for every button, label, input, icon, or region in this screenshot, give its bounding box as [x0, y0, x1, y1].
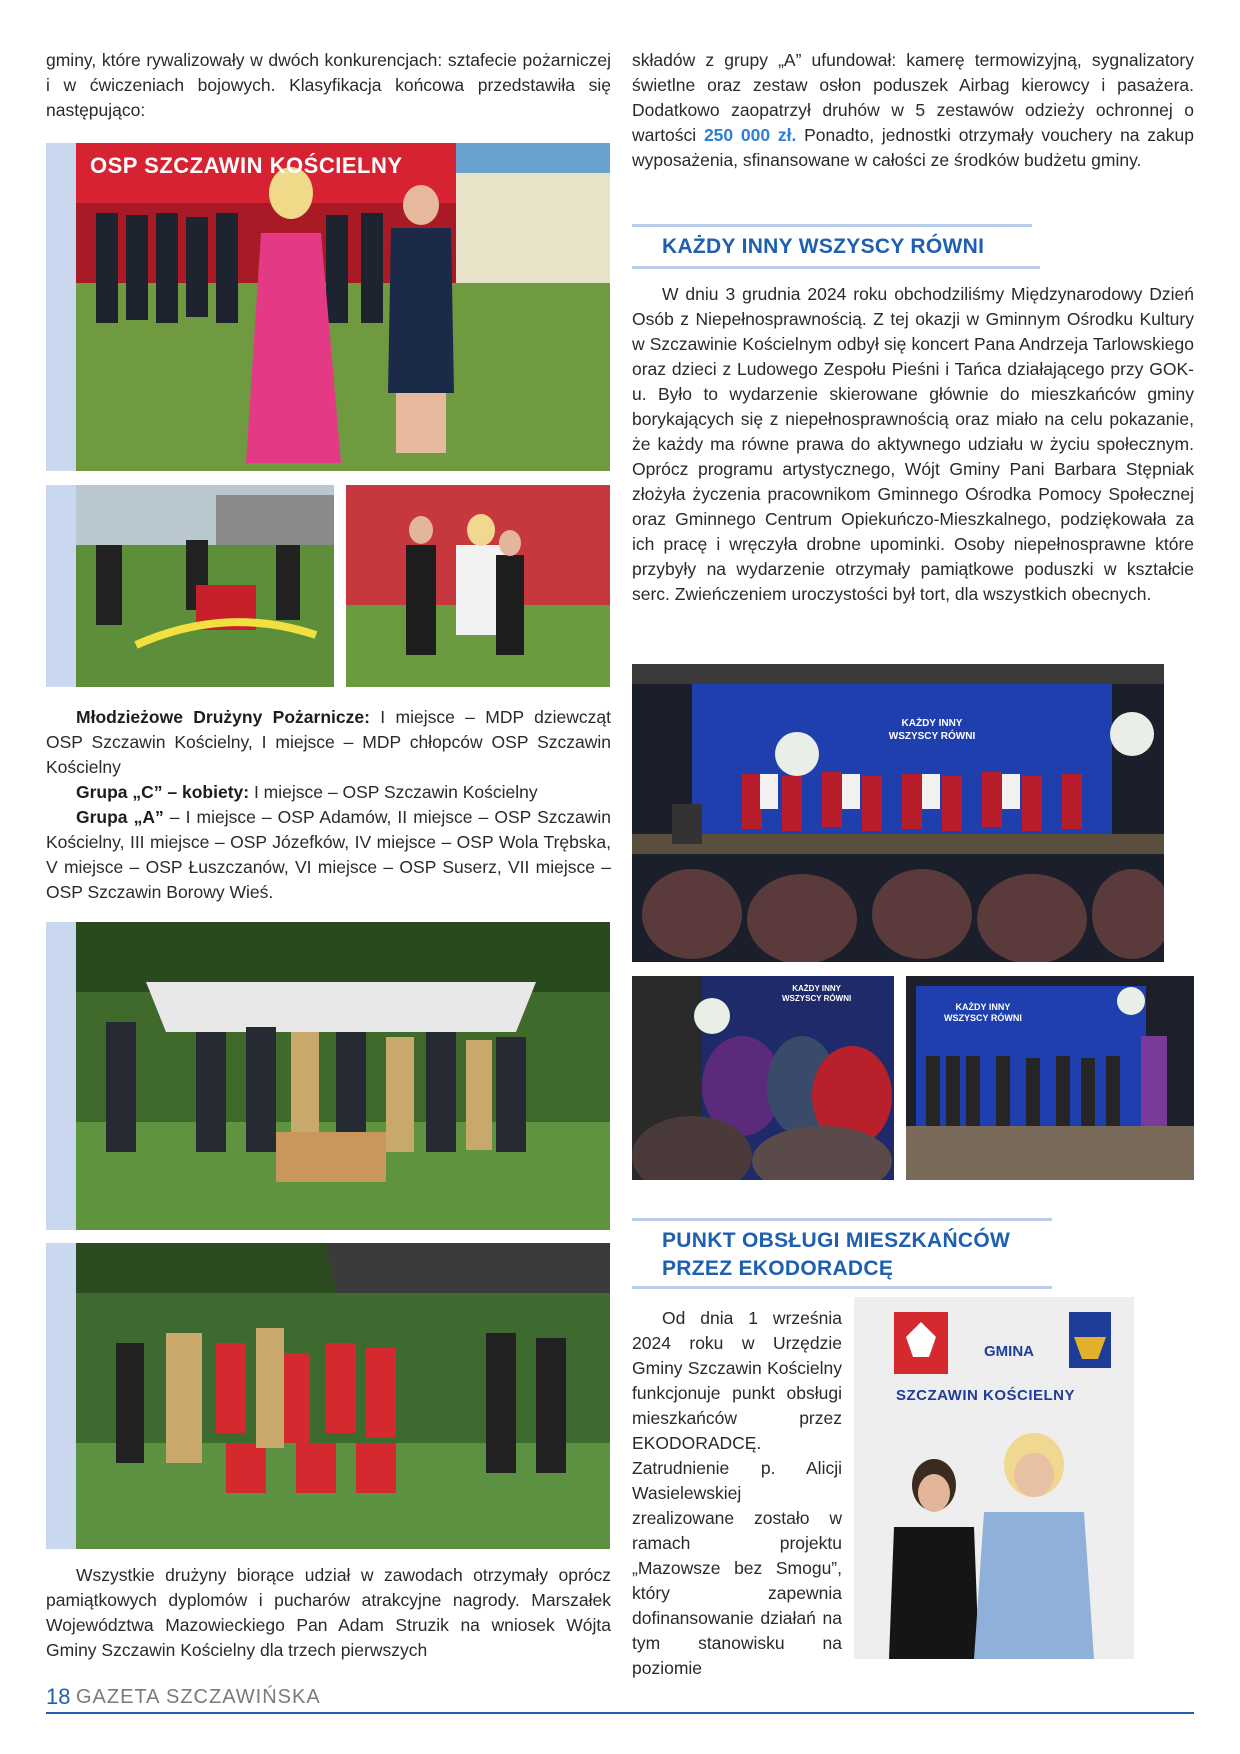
photo-accent-bar	[46, 143, 76, 471]
results-group-c-label: Grupa „C” – kobiety:	[76, 782, 250, 802]
amount-highlight: 250 000 zł.	[703, 125, 797, 145]
results-block	[46, 705, 611, 905]
kazdy-inny-block	[632, 282, 1194, 607]
left-closing-paragraph: Wszystkie drużyny biorące udział w zawodach otrzymały oprócz pamiątkowych dyplomów i pucharów atrakcyjne nagrody. Marszałek Województwa Mazowieckiego Pan Adam Struzik na wniosek Wójta Gminy Szczawin Kościelny dla trzech pierwszych	[46, 1565, 611, 1660]
stage-sign-group-line2: WSZYSCY RÓWNI	[944, 1013, 1022, 1023]
results-group-a	[46, 805, 611, 905]
photo-concert-stage	[632, 664, 1164, 962]
results-mdp	[46, 705, 611, 780]
publication-title: GAZETA SZCZAWIŃSKA	[76, 1686, 321, 1708]
results-group-c-text: I miejsce – OSP Szczawin Kościelny	[249, 782, 538, 802]
stage-sign-group	[944, 1002, 1022, 1024]
banner-text: OSP SZCZAWIN KOŚCIELNY	[90, 153, 403, 178]
section-heading-ekodoradca-line1: PUNKT OBSŁUGI MIESZKAŃCÓW	[662, 1229, 1011, 1252]
stage-sign-small-line1: KAŻDY INNY	[792, 984, 841, 993]
results-mdp-text: I miejsce – MDP dziewcząt OSP Szczawin Kościelny, I miejsce – MDP chłopców OSP Szczawin Kościelny	[46, 707, 611, 777]
heading-rule-bottom	[632, 266, 1040, 269]
stage-sign-group-line1: KAŻDY INNY	[955, 1002, 1011, 1012]
heading-rule-top	[632, 224, 1032, 227]
left-closing-block	[46, 1563, 611, 1663]
left-column	[46, 48, 611, 123]
kazdy-inny-paragraph: W dniu 3 grudnia 2024 roku obchodziliśmy Międzynarodowy Dzień Osób z Niepełnosprawnością. Z tej okazji w Gminnym Ośrodku Kultury w Szczawinie Kościelnym odbył się koncert Pana Andrzeja Tarlowskiego oraz dzieci z Ludowego Zespołu Pieśni i Tańca działającego przy GOK-u. Było to wydarzenie skierowane głównie do mieszkańców gminy borykających się z niepełnosprawnością oraz miało na celu pokazanie, że każdy ma równe prawa do aktywnego udziału w życiu społecznym. Oprócz programu artystycznego, Wójt Gminy Pani Barbara Stępniak złożyła życzenia pracownikom Gminnego Ośrodka Pomocy Społecznej oraz Gminnego Centrum Opiekuńczo-Mieszkalnego, podziękowała za ich pracę i wręczyła drobne upominki. Osoby niepełnosprawne które przybyły na wydarzenie otrzymały pamiątkowe poduszki w kształcie serc. Zwieńczeniem uroczystości był tort, dla wszystkich obecnych.	[632, 284, 1194, 604]
photo-gifts	[632, 976, 894, 1180]
photo-ceremony	[76, 143, 610, 471]
stage-sign-small-line2: WSZYSCY RÓWNI	[782, 994, 852, 1003]
right-intro-text: składów z grupy „A” ufundował: kamerę termowizyjną, sygnalizatory świetlne oraz zestaw osłon poduszek Airbag kierowcy i pasażera. Dodatkowo zaopatrzył druhów w 5 zestawów odzieży ochronnej o wartości	[632, 50, 1194, 145]
left-intro-paragraph: gminy, które rywalizowały w dwóch konkurencjach: sztafecie pożarniczej i w ćwiczeniach bojowych. Klasyfikacja końcowa przedstawiła się następująco:	[46, 50, 611, 120]
right-intro-paragraph	[632, 48, 1194, 173]
right-column	[632, 48, 1194, 173]
heading-rule-bottom	[632, 1286, 1052, 1289]
stage-sign-small	[782, 984, 851, 1004]
stage-sign-line1: KAŻDY INNY	[901, 718, 963, 729]
section-heading-ekodoradca-line2: PRZEZ EKODORADCĘ	[662, 1257, 894, 1280]
right-intro-text-end: Ponadto, jednostki otrzymały vouchery na zakup wyposażenia, sfinansowane w całości ze środków budżetu gminy.	[632, 125, 1194, 170]
heading-rule-top	[632, 1218, 1052, 1221]
photo-children-with-mayor	[346, 485, 610, 687]
photo-accent-bar	[46, 485, 76, 687]
stage-sign-line2: WSZYSCY RÓWNI	[888, 731, 976, 742]
ekodoradca-block	[632, 1306, 842, 1681]
photo-ekodoradca	[854, 1297, 1134, 1659]
photo-group-with-prizes	[76, 922, 610, 1230]
stage-sign	[872, 717, 992, 743]
page-number: 18	[46, 1684, 71, 1709]
results-group-a-text: – I miejsce – OSP Adamów, II miejsce – OSP Szczawin Kościelny, III miejsce – OSP Józefków, IV miejsce – OSP Wola Trębska, V miejsce – OSP Łuszczanów, VI miejsce – OSP Suserz, VII miejsce – OSP Szczawin Borowy Wieś.	[46, 807, 611, 902]
results-group-c	[46, 780, 611, 805]
results-group-a-label: Grupa „A”	[76, 807, 164, 827]
photo-accent-bar	[46, 1243, 76, 1549]
footer-rule	[46, 1712, 1194, 1714]
photo-firefighter-drill	[76, 485, 334, 687]
section-heading-kazdy-inny: KAŻDY INNY WSZYSCY RÓWNI	[662, 235, 985, 258]
photo-accent-bar	[46, 922, 76, 1230]
ekodoradca-paragraph: Od dnia 1 września 2024 roku w Urzędzie Gminy Szczawin Kościelny funkcjonuje punkt obsługi mieszkańców przez EKODORADCĘ. Zatrudnienie p. Alicji Wasielewskiej zrealizowane zostało w ramach projektu „Mazowsze bez Smogu”, który zapewnia dofinansowanie działań na tym stanowisku na poziomie	[632, 1308, 842, 1678]
gmina-sign-line2: SZCZAWIN KOŚCIELNY	[896, 1387, 1076, 1404]
photo-women-team	[76, 1243, 610, 1549]
gmina-sign-line1: GMINA	[984, 1343, 1034, 1360]
results-mdp-label: Młodzieżowe Drużyny Pożarnicze:	[76, 707, 370, 727]
section-heading-ekodoradca	[662, 1227, 1010, 1283]
photo-stage-group	[906, 976, 1194, 1180]
